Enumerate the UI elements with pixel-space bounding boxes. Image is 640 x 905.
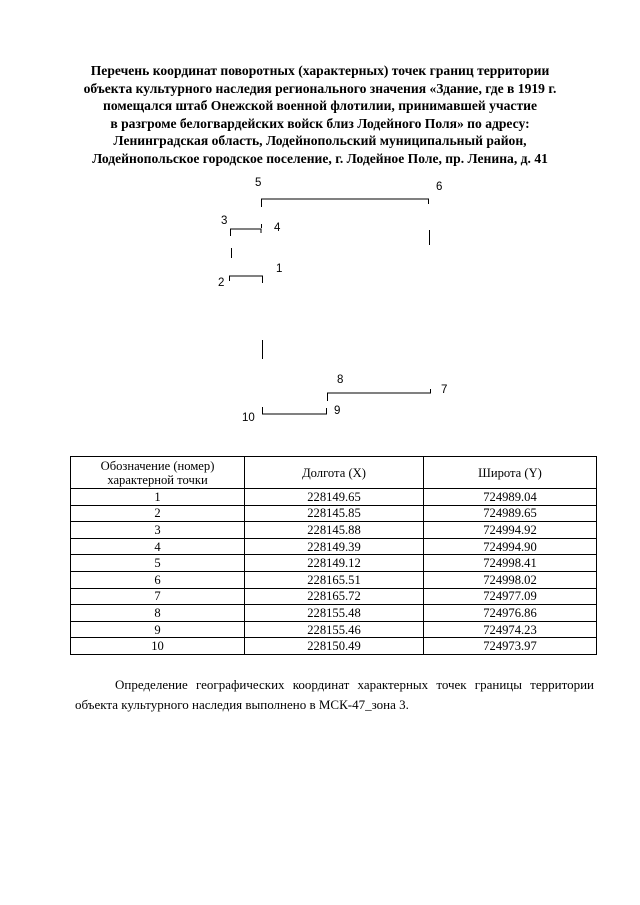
point-number: 2: [71, 505, 245, 522]
point-number: 1: [71, 489, 245, 506]
table-row: [71, 522, 597, 539]
point-number: 9: [71, 621, 245, 638]
point-number: 3: [71, 522, 245, 539]
y-coordinate: 724994.92: [424, 522, 597, 539]
title-line: Перечень координат поворотных (характерных) точек границ территории: [90, 63, 550, 78]
point-number: 5: [71, 555, 245, 572]
title-line: в разгроме белогвардейских войск близ Лодейного Поля» по адресу:: [110, 115, 530, 131]
coordinates-table: [70, 456, 597, 655]
column-header-point: Обозначение (номер) характерной точки: [71, 457, 245, 489]
boundary-scheme: [0, 0, 640, 440]
y-coordinate: 724989.65: [424, 505, 597, 522]
boundary-segment: [230, 276, 263, 283]
table-row: [71, 538, 597, 555]
table-header-row: [71, 457, 597, 489]
table-row: [71, 588, 597, 605]
x-coordinate: 228145.85: [245, 505, 424, 522]
point-label-4: 4: [274, 222, 281, 234]
point-number: 6: [71, 571, 245, 588]
point-label-6: 6: [436, 181, 443, 193]
column-header-y: Широта (Y): [424, 457, 597, 489]
table-row: [71, 555, 597, 572]
point-label-9: 9: [334, 405, 341, 417]
table-row: [71, 571, 597, 588]
point-number: 4: [71, 538, 245, 555]
x-coordinate: 228149.12: [245, 555, 424, 572]
table-row: [71, 638, 597, 655]
point-label-7: 7: [441, 384, 448, 396]
x-coordinate: 228150.49: [245, 638, 424, 655]
x-coordinate: 228165.72: [245, 588, 424, 605]
y-coordinate: 724974.23: [424, 621, 597, 638]
x-coordinate: 228165.51: [245, 571, 424, 588]
y-coordinate: 724998.41: [424, 555, 597, 572]
point-label-10: 10: [242, 412, 255, 424]
y-coordinate: 724976.86: [424, 605, 597, 622]
table-row: [71, 505, 597, 522]
boundary-segment: [262, 199, 429, 207]
x-coordinate: 228149.39: [245, 538, 424, 555]
point-label-2: 2: [218, 277, 225, 289]
coordinate-system-note: Определение географических координат характерных точек границы территории объекта культурного наследия выполнено в МСК-47_зона 3.: [75, 677, 594, 712]
point-number: 7: [71, 588, 245, 605]
point-number: 8: [71, 605, 245, 622]
point-label-8: 8: [337, 374, 344, 386]
y-coordinate: 724977.09: [424, 588, 597, 605]
y-coordinate: 724973.97: [424, 638, 597, 655]
x-coordinate: 228149.65: [245, 489, 424, 506]
point-label-3: 3: [221, 215, 228, 227]
title-line: Лодейнопольское городское поселение, г. Лодейное Поле, пр. Ленина, д. 41: [92, 150, 548, 166]
column-header-x: Долгота (X): [245, 457, 424, 489]
y-coordinate: 724989.04: [424, 489, 597, 506]
boundary-segment: [328, 389, 431, 401]
table-row: [71, 605, 597, 622]
x-coordinate: 228145.88: [245, 522, 424, 539]
title-line: Ленинградская область, Лодейнопольский муниципальный район,: [113, 133, 527, 149]
table-row: [71, 621, 597, 638]
title-line: объекта культурного наследия регионального значения «Здание, где в 1919 г.: [83, 80, 557, 96]
boundary-segment: [231, 229, 262, 236]
point-number: 10: [71, 638, 245, 655]
table-row: [71, 489, 597, 506]
x-coordinate: 228155.48: [245, 605, 424, 622]
point-label-5: 5: [255, 177, 262, 189]
boundary-segment: [263, 407, 327, 414]
x-coordinate: 228155.46: [245, 621, 424, 638]
title-line: помещался штаб Онежской военной флотилии, принимавшей участие: [103, 98, 537, 114]
y-coordinate: 724994.90: [424, 538, 597, 555]
point-label-1: 1: [276, 263, 283, 275]
y-coordinate: 724998.02: [424, 571, 597, 588]
